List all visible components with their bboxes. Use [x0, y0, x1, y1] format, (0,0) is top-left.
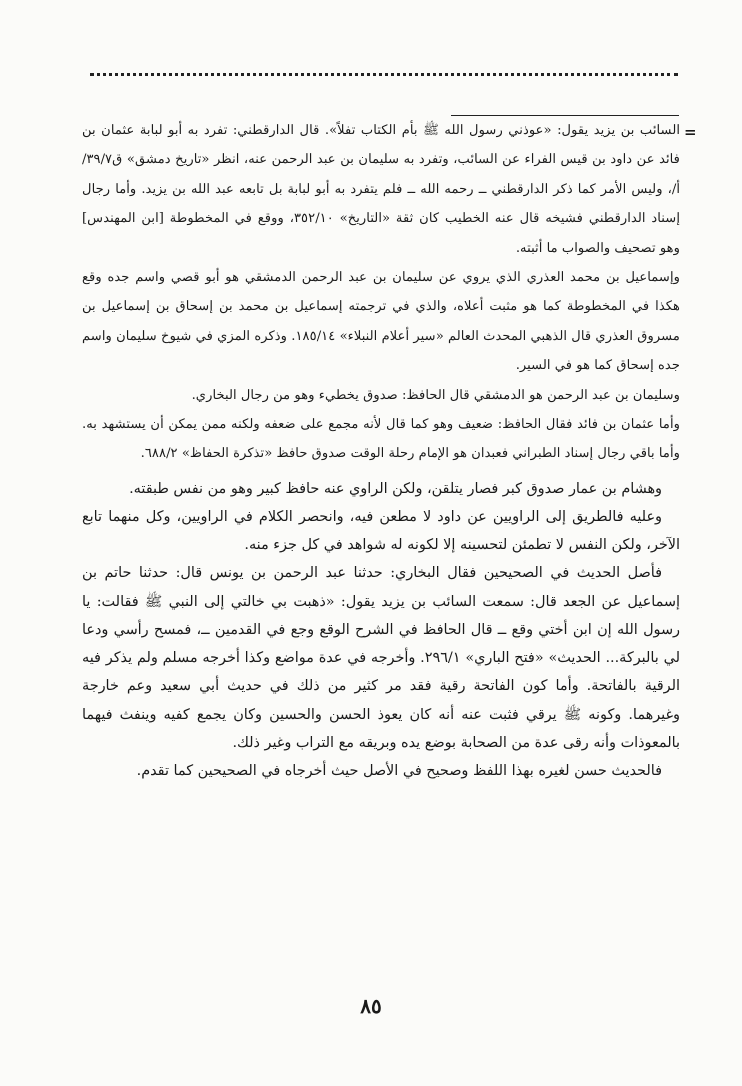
footnote-paragraph: السائب بن يزيد يقول: «عوذني رسول الله ﷺ بأم الكتاب تفلاً». قال الدارقطني: تفرد به أبو لبابة عثمان بن فائد عن داود بن قيس الفراء عن السائب، وتفرد به سليمان بن عبد الرحمن عنه، انظر «تاريخ دمشق» ق٣٩/٧/أ/، وليس الأمر كما ذكر الدارقطني ــ رحمه الله ــ فلم يتفرد به أبو لبابة بل تابعه عبد الله بن يزيد. وأما رجال إسناد الدارقطني فشيخه قال عنه الخطيب كان ثقة «التاريخ» ٣٥٢/١٠، ووقع في المخطوطة [ابن المهندس] وهو تصحيف والصواب ما أثبته.	[82, 123, 680, 256]
header-dotted-rule	[90, 73, 678, 76]
footnote-paragraph: وإسماعيل بن محمد العذري الذي يروي عن سليمان بن عبد الرحمن الدمشقي هو أبو قصي واسم جده وقع هكذا في المخطوطة كما هو مثبت أعلاه، والذي في ترجمته إسماعيل بن محمد بن إسحاق بن إسماعيل بن مسروق العذري قال الذهبي المحدث العالم «سير أعلام النبلاء» ١٨٥/١٤. وذكره المزي في شيوخ سليمان واسم جده إسحاق كما هو في السير.	[82, 270, 680, 374]
main-paragraph: فأصل الحديث في الصحيحين فقال البخاري: حدثنا عبد الرحمن بن يونس قال: حدثنا حاتم بن إسماعيل عن الجعد قال: سمعت السائب بن يزيد يقول: «ذهبت بي خالتي إلى النبي ﷺ فقالت: يا رسول الله إن ابن أختي وقع ــ قال الحافظ في الشرح الوقع وجع في القدمين ــ، فمسح رأسي ودعا لي بالبركة... الحديث» «فتح الباري» ٢٩٦/١. وأخرجه في عدة مواضع وكذا أخرجه مسلم ولم يذكر فيه الرقية بالفاتحة. وأما كون الفاتحة رقية فقد مر كثير من ذلك في حديث أبي سعيد وعم خارجة وغيرهما. وكونه ﷺ يرقي فثبت عنه أنه كان يعوذ الحسن والحسين وكان يجمع كفيه وينفث فيهما بالمعوذات وأنه رقى عدة من الصحابة بوضع يده وبريقه مع التراب وغير ذلك.	[82, 565, 680, 751]
footnote-paragraph: وأما عثمان بن فائد فقال الحافظ: ضعيف وهو كما قال لأنه مجمع على ضعفه ولكنه ممن يمكن أن يستشهد به. وأما باقي رجال إسناد الطبراني فعبدان هو الإمام رحلة الوقت صدوق حافظ «تذكرة الحفاظ» ٦٨٨/٢.	[82, 417, 680, 462]
page-body	[82, 116, 680, 785]
footnote-block	[82, 116, 680, 469]
main-paragraph: وهشام بن عمار صدوق كبر فصار يتلقن، ولكن الراوي عنه حافظ كبير وهو من نفس طبقته.	[129, 480, 662, 497]
main-paragraph: فالحديث حسن لغيره بهذا اللفظ وصحيح في الأصل حيث أخرجاه في الصحيحين كما تقدم.	[136, 762, 662, 779]
page-number: ٨٥	[360, 994, 382, 1018]
main-paragraph: وعليه فالطريق إلى الراويين عن داود لا مطعن فيه، وانحصر الكلام في الراويين، وكل منهما تابع الآخر، ولكن النفس لا تطمئن لتحسينه إلا لكونه له شواهد في كل جزء منه.	[82, 509, 680, 554]
footnote-continuation-mark: =	[684, 123, 697, 141]
footnote-paragraph: وسليمان بن عبد الرحمن هو الدمشقي قال الحافظ: صدوق يخطيء وهو من رجال البخاري.	[191, 387, 680, 403]
main-text	[82, 475, 680, 785]
